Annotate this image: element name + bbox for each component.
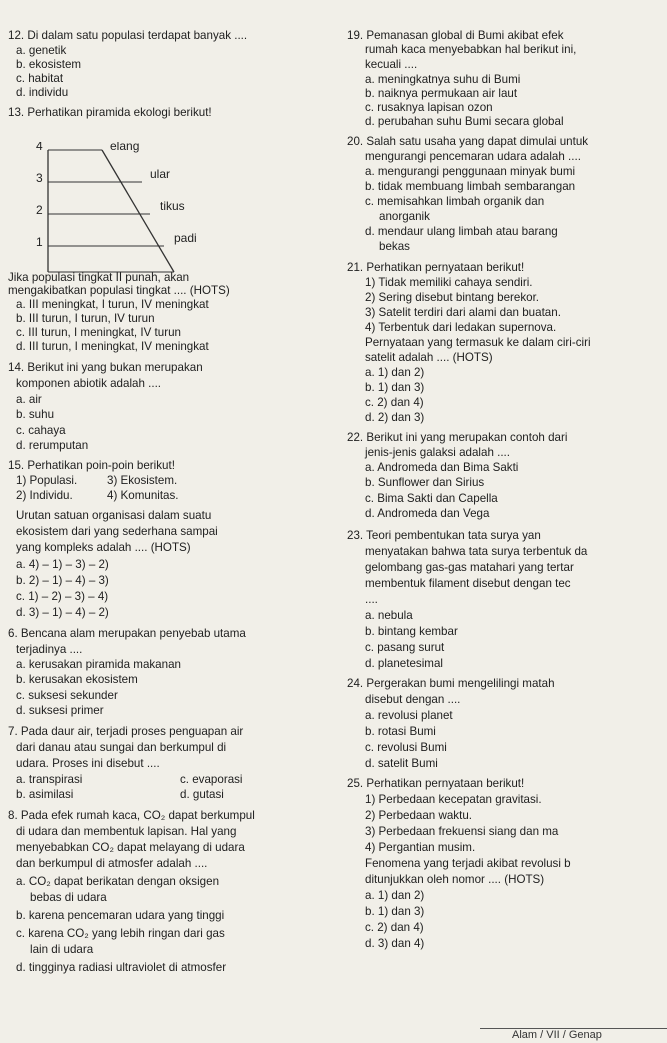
option: a. transpirasi <box>16 773 83 786</box>
point: 4) Pergantian musim. <box>365 841 476 854</box>
question-15-stem: Urutan satuan organisasi dalam suatu <box>16 509 212 522</box>
option-cont: anorganik <box>379 210 430 223</box>
question-13-stem: Jika populasi tingkat II punah, akan <box>8 271 190 284</box>
question-7: 7. Pada daur air, terjadi proses penguapan air <box>8 725 244 738</box>
question-7-stem: dari danau atau sungai dan berkumpul di <box>16 741 227 754</box>
question-8-stem: dan berkumpul di atmosfer adalah .... <box>16 857 208 870</box>
label-tikus: tikus <box>160 199 185 213</box>
option: c. memisahkan limbah organik dan <box>365 195 545 208</box>
option: b. naiknya permukaan air laut <box>365 87 518 100</box>
question-6-stem: terjadinya .... <box>16 643 83 656</box>
label-padi: padi <box>174 231 197 245</box>
question-19-stem: rumah kaca menyebabkan hal berikut ini, <box>365 43 577 56</box>
question-24: 24. Pergerakan bumi mengelilingi matah <box>347 677 555 690</box>
option: d. individu <box>16 86 69 99</box>
question-14-stem: komponen abiotik adalah .... <box>16 377 162 390</box>
question-19: 19. Pemanasan global di Bumi akibat efek <box>347 29 564 42</box>
question-15: 15. Perhatikan poin-poin berikut! <box>8 459 175 472</box>
question-22: 22. Berikut ini yang merupakan contoh dari <box>347 431 568 444</box>
question-25-stem: Fenomena yang terjadi akibat revolusi b <box>365 857 571 870</box>
question-15-stem: yang kompleks adalah .... (HOTS) <box>16 541 191 554</box>
option: a. 4) – 1) – 3) – 2) <box>16 558 109 571</box>
option: c. rusaknya lapisan ozon <box>365 101 493 114</box>
question-23-stem: membentuk filament disebut dengan tec <box>365 577 571 590</box>
question-13-stem: mengakibatkan populasi tingkat .... (HOTS) <box>8 284 230 297</box>
question-8: 8. Pada efek rumah kaca, CO₂ dapat berkumpul <box>8 809 255 822</box>
option: c. revolusi Bumi <box>365 741 447 754</box>
option: a. air <box>16 393 42 406</box>
point: 4) Terbentuk dari ledakan supernova. <box>365 321 557 334</box>
question-20-stem: mengurangi pencemaran udara adalah .... <box>365 150 581 163</box>
option: b. Sunflower dan Sirius <box>365 476 485 489</box>
question-25-stem: ditunjukkan oleh nomor .... (HOTS) <box>365 873 545 886</box>
option: a. meningkatnya suhu di Bumi <box>365 73 521 86</box>
option: a. nebula <box>365 609 413 622</box>
point: 2) Sering disebut bintang berekor. <box>365 291 540 304</box>
option: d. suksesi primer <box>16 704 104 717</box>
option: d. tingginya radiasi ultraviolet di atmosfer <box>16 961 227 974</box>
option: c. suksesi sekunder <box>16 689 118 702</box>
option: a. mengurangi penggunaan minyak bumi <box>365 165 576 178</box>
level-1: 1 <box>36 235 43 249</box>
option: a. III meningkat, I turun, IV meningkat <box>16 298 209 311</box>
question-24-stem: disebut dengan .... <box>365 693 461 706</box>
question-23-stem: menyatakan bahwa tata surya terbentuk da <box>365 545 588 558</box>
question-23: 23. Teori pembentukan tata surya yan <box>347 529 541 542</box>
level-4: 4 <box>36 142 43 153</box>
option: a. 1) dan 2) <box>365 889 425 902</box>
point: 2) Perbedaan waktu. <box>365 809 472 822</box>
option: a. genetik <box>16 44 67 57</box>
option-cont: bebas di udara <box>30 891 107 904</box>
point: 1) Perbedaan kecepatan gravitasi. <box>365 793 542 806</box>
point: 1) Populasi. <box>16 474 78 487</box>
option: b. rotasi Bumi <box>365 725 436 738</box>
question-15-stem: ekosistem dari yang sederhana sampai <box>16 525 218 538</box>
label-elang: elang <box>110 142 140 153</box>
option: a. kerusakan piramida makanan <box>16 658 181 671</box>
option: b. suhu <box>16 408 55 421</box>
option: b. tidak membuang limbah sembarangan <box>365 180 576 193</box>
point: 3) Perbedaan frekuensi siang dan ma <box>365 825 559 838</box>
option: d. 3) dan 4) <box>365 937 425 950</box>
question-23-stem: gelombang gas-gas matahari yang tertar <box>365 561 574 574</box>
point: 1) Tidak memiliki cahaya sendiri. <box>365 276 533 289</box>
option: a. Andromeda dan Bima Sakti <box>365 461 519 474</box>
option: c. cahaya <box>16 424 66 437</box>
option: c. 1) – 2) – 3) – 4) <box>16 590 109 603</box>
option: d. rerumputan <box>16 439 89 452</box>
option: c. 2) dan 4) <box>365 921 424 934</box>
option: c. Bima Sakti dan Capella <box>365 492 498 505</box>
option: d. perubahan suhu Bumi secara global <box>365 115 564 128</box>
option: c. pasang surut <box>365 641 445 654</box>
question-21-stem: Pernyataan yang termasuk ke dalam ciri-ciri <box>365 336 591 349</box>
question-12: 12. Di dalam satu populasi terdapat banyak .... <box>8 29 248 42</box>
option: d. 3) – 1) – 4) – 2) <box>16 606 109 619</box>
option: d. Andromeda dan Vega <box>365 507 490 520</box>
option: b. kerusakan ekosistem <box>16 673 138 686</box>
option: c. habitat <box>16 72 64 85</box>
question-7-stem: udara. Proses ini disebut .... <box>16 757 160 770</box>
option: d. planetesimal <box>365 657 443 670</box>
question-13: 13. Perhatikan piramida ekologi berikut! <box>8 106 212 119</box>
question-14: 14. Berikut ini yang bukan merupakan <box>8 361 203 374</box>
option: b. asimilasi <box>16 788 74 801</box>
option: b. 1) dan 3) <box>365 381 425 394</box>
point: 3) Ekosistem. <box>107 474 178 487</box>
option: c. III turun, I meningkat, IV turun <box>16 326 181 339</box>
question-6: 6. Bencana alam merupakan penyebab utama <box>8 627 246 640</box>
option-cont: lain di udara <box>30 943 94 956</box>
option: d. III turun, I meningkat, IV meningkat <box>16 340 209 353</box>
option: a. CO₂ dapat berikatan dengan oksigen <box>16 875 220 888</box>
option: c. evaporasi <box>180 773 243 786</box>
option: d. mendaur ulang limbah atau barang <box>365 225 558 238</box>
question-25: 25. Perhatikan pernyataan berikut! <box>347 777 525 790</box>
ecological-pyramid <box>32 142 242 277</box>
level-2: 2 <box>36 203 43 217</box>
question-8-stem: di udara dan membentuk lapisan. Hal yang <box>16 825 237 838</box>
option: b. 1) dan 3) <box>365 905 425 918</box>
option-cont: bekas <box>379 240 410 253</box>
question-8-stem: menyebabkan CO₂ dapat melayang di udara <box>16 841 245 854</box>
option: a. 1) dan 2) <box>365 366 425 379</box>
option: b. bintang kembar <box>365 625 458 638</box>
option: c. karena CO₂ yang lebih ringan dari gas <box>16 927 225 940</box>
option: d. 2) dan 3) <box>365 411 425 424</box>
option: b. karena pencemaran udara yang tinggi <box>16 909 225 922</box>
option: b. III turun, I turun, IV turun <box>16 312 155 325</box>
question-20: 20. Salah satu usaha yang dapat dimulai untuk <box>347 135 589 148</box>
point: 4) Komunitas. <box>107 489 179 502</box>
question-21-stem: satelit adalah .... (HOTS) <box>365 351 493 364</box>
point: 2) Individu. <box>16 489 73 502</box>
label-ular: ular <box>150 167 171 181</box>
question-19-stem: kecuali .... <box>365 58 418 71</box>
question-22-stem: jenis-jenis galaksi adalah .... <box>365 446 511 459</box>
level-3: 3 <box>36 171 43 185</box>
option: b. ekosistem <box>16 58 82 71</box>
footer-label: Alam / VII / Genap <box>512 1029 602 1041</box>
option: d. gutasi <box>180 788 224 801</box>
option: b. 2) – 1) – 4) – 3) <box>16 574 109 587</box>
option: d. satelit Bumi <box>365 757 438 770</box>
question-21: 21. Perhatikan pernyataan berikut! <box>347 261 525 274</box>
option: a. revolusi planet <box>365 709 453 722</box>
question-23-stem: .... <box>365 593 378 606</box>
option: c. 2) dan 4) <box>365 396 424 409</box>
point: 3) Satelit terdiri dari alami dan buatan. <box>365 306 561 319</box>
